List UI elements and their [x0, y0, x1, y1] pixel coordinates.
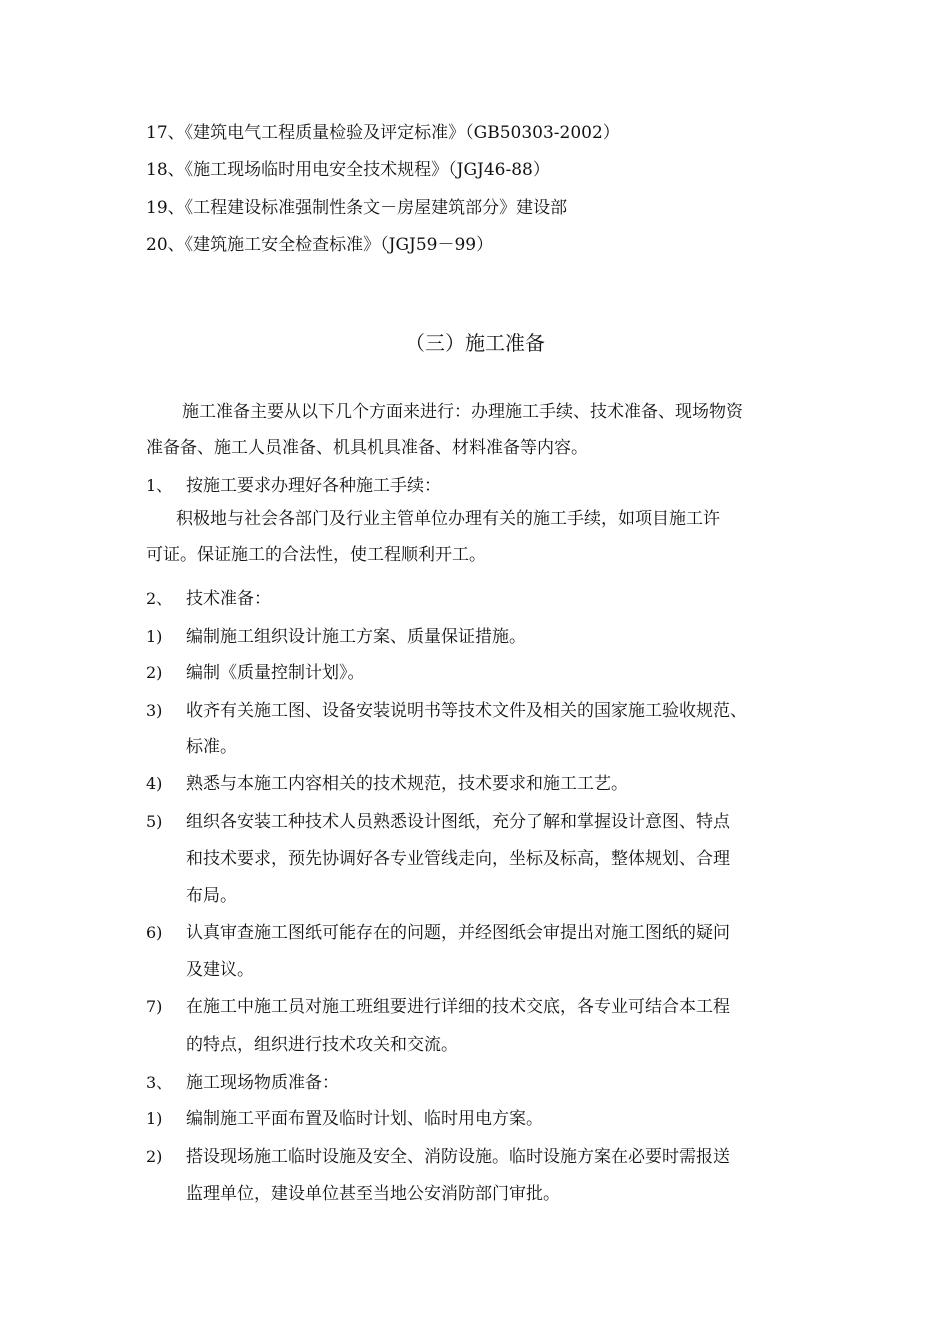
subitem-number: 3) — [146, 701, 163, 720]
subitem-line: 和技术要求，预先协调好各专业管线走向，坐标及标高，整体规划、合理 — [186, 849, 730, 869]
subitem-number: 6) — [146, 923, 163, 942]
subitem-line: 及建议。 — [186, 960, 254, 980]
subitem-line: 监理单位，建设单位甚至当地公安消防部门审批。 — [186, 1184, 560, 1204]
subitem-number: 7) — [146, 997, 163, 1016]
item-number: 1、 — [146, 476, 173, 495]
subitem-line: 搭设现场施工临时设施及安全、消防设施。临时设施方案在必要时需报送 — [186, 1147, 730, 1167]
subitem-line: 编制《质量控制计划》。 — [186, 663, 365, 683]
subitem-number: 1) — [146, 627, 163, 646]
subitem-line: 标准。 — [186, 737, 237, 757]
subitem-number: 2) — [146, 663, 163, 682]
intro-line: 准备备、施工人员准备、机具机具准备、材料准备等内容。 — [146, 438, 588, 458]
item-body-line: 积极地与社会各部门及行业主管单位办理有关的施工手续，如项目施工许 — [176, 509, 720, 529]
subitem-line: 熟悉与本施工内容相关的技术规范，技术要求和施工工艺。 — [186, 774, 628, 794]
standard-item: 18、《施工现场临时用电安全技术规程》（JGJ46-88） — [146, 160, 550, 180]
item-body-line: 可证。保证施工的合法性，使工程顺利开工。 — [146, 545, 486, 565]
subitem-line: 收齐有关施工图、设备安装说明书等技术文件及相关的国家施工验收规范、 — [186, 701, 747, 721]
subitem-line: 的特点，组织进行技术攻关和交流。 — [186, 1035, 458, 1055]
subitem-number: 1) — [146, 1109, 163, 1128]
standard-item: 19、《工程建设标准强制性条文－房屋建筑部分》建设部 — [146, 198, 568, 218]
subitem-line: 在施工中施工员对施工班组要进行详细的技术交底，各专业可结合本工程 — [186, 997, 730, 1017]
item-number: 3、 — [146, 1073, 173, 1092]
item-title: 技术准备： — [186, 589, 271, 609]
item-title: 按施工要求办理好各种施工手续： — [186, 476, 441, 496]
standard-item: 17、《建筑电气工程质量检验及评定标准》（GB50303-2002） — [146, 123, 620, 143]
item-title: 施工现场物质准备： — [186, 1073, 339, 1093]
subitem-number: 4) — [146, 774, 163, 793]
subitem-line: 布局。 — [186, 886, 237, 906]
subitem-number: 5) — [146, 812, 163, 831]
item-number: 2、 — [146, 589, 173, 608]
intro-line: 施工准备主要从以下几个方面来进行：办理施工手续、技术准备、现场物资 — [182, 402, 743, 422]
subitem-line: 编制施工平面布置及临时计划、临时用电方案。 — [186, 1109, 543, 1129]
section-heading: （三）施工准备 — [405, 331, 545, 355]
subitem-line: 编制施工组织设计施工方案、质量保证措施。 — [186, 627, 526, 647]
standard-item: 20、《建筑施工安全检查标准》（JGJ59－99） — [146, 235, 494, 255]
subitem-line: 认真审查施工图纸可能存在的问题，并经图纸会审提出对施工图纸的疑问 — [186, 923, 730, 943]
subitem-number: 2) — [146, 1147, 163, 1166]
subitem-line: 组织各安装工种技术人员熟悉设计图纸，充分了解和掌握设计意图、特点 — [186, 812, 730, 832]
